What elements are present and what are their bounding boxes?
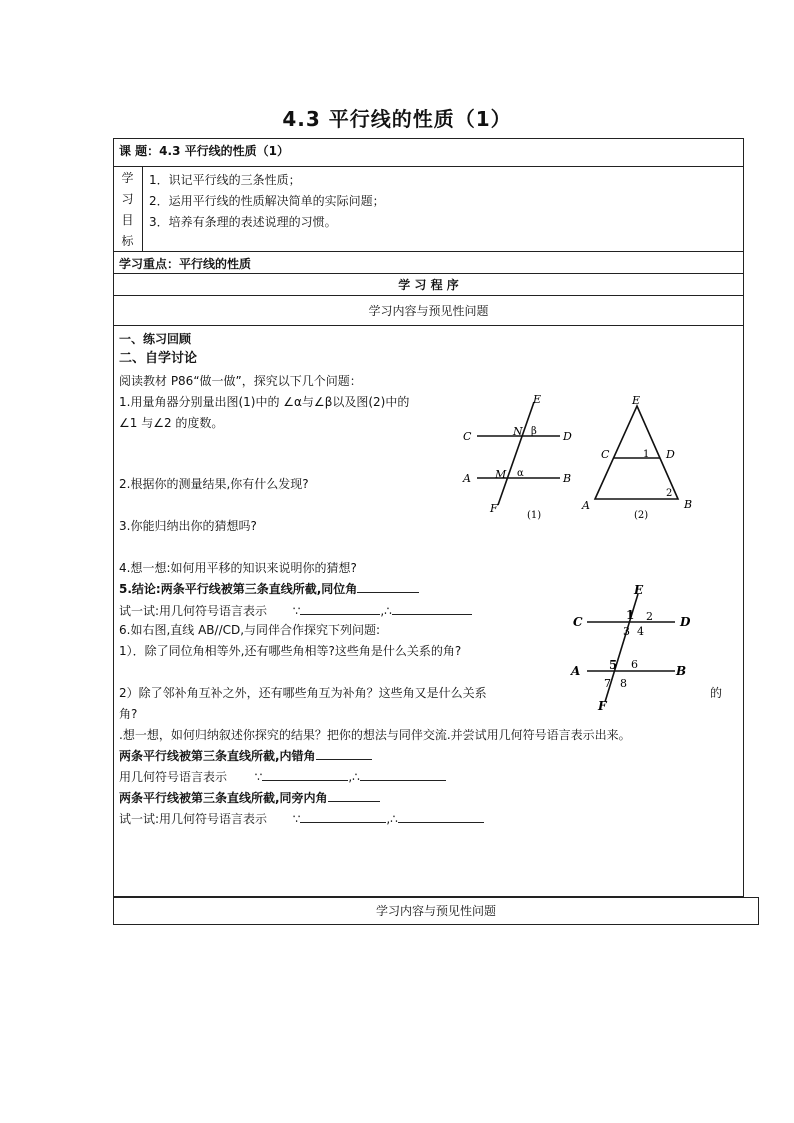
figure-2-diagram [578, 390, 698, 525]
figure-2-caption: (2) [634, 510, 649, 521]
label-angle-7: 7 [604, 677, 611, 690]
label-c: C [573, 615, 583, 629]
label-angle-1: 1 [626, 608, 635, 622]
co-interior-conclusion: 两条平行线被第三条直线所截,同旁内角 [119, 789, 380, 806]
label-b: B [676, 664, 687, 678]
question-6-2: 2）除了邻补角互补之外，还有哪些角互为补角？这些角又是什么关系 [119, 686, 487, 700]
label-e: E [632, 394, 641, 407]
label-f: F [490, 502, 498, 515]
alt-interior-symbols: 用几何符号语言表示 ∵ ,∴ [119, 768, 446, 785]
label-beta: β [531, 426, 537, 437]
figure-3-diagram [560, 580, 700, 716]
label-d: D [680, 615, 691, 629]
label-angle-3: 3 [623, 625, 630, 638]
label-b: B [563, 472, 572, 485]
label-angle-4: 4 [637, 625, 644, 638]
label-c: C [601, 448, 610, 461]
alt-interior-conclusion: 两条平行线被第三条直线所截,内错角 [119, 747, 372, 764]
objective-item: 1．识记平行线的三条性质； [149, 173, 301, 187]
procedure-header: 学 习 程 序 [398, 278, 459, 292]
label-alpha: α [517, 468, 524, 479]
question-2: 2.根据你的测量结果,你有什么发现? [119, 477, 309, 491]
question-6-2-end: 角? [119, 707, 138, 721]
topic-row: 课 题：4.3 平行线的性质（1） [119, 144, 289, 158]
figure-1-caption: (1) [527, 510, 542, 521]
objectives-label: 学 习 目 标 [121, 171, 134, 248]
section-review: 一、练习回顾 [119, 332, 192, 346]
question-4: 4.想一想:如何用平移的知识来说明你的猜想? [119, 561, 357, 575]
think-prompt: .想一想，如何归纳叙述你探究的结果？把你的想法与同伴交流.并尝试用几何符号语言表示出来。 [119, 728, 631, 742]
question-6: 6.如右图,直线 AB//CD,与同伴合作探究下列问题: [119, 623, 381, 637]
page-title: 4.3 平行线的性质（1） [282, 107, 512, 131]
section-self-study: 二、自学讨论 [119, 351, 198, 366]
label-a: A [571, 664, 581, 678]
question-6-2-tail: 的 [710, 686, 723, 700]
key-point: 学习重点：平行线的性质 [119, 257, 252, 271]
label-m: M [495, 468, 507, 481]
label-angle-8: 8 [620, 677, 627, 690]
label-f: F [598, 699, 607, 713]
try-it-1: 试一试:用几何符号语言表示 ∵ ,∴ [119, 602, 472, 619]
label-e: E [634, 583, 644, 597]
question-5: 5.结论:两条平行线被第三条直线所截,同位角 [119, 580, 419, 597]
question-1-cont: ∠1 与∠2 的度数。 [119, 416, 224, 430]
question-6-1: 1）．除了同位角相等外,还有哪些角相等?这些角是什么关系的角? [119, 644, 462, 658]
content-header: 学习内容与预见性问题 [368, 304, 489, 318]
label-d: D [666, 448, 675, 461]
label-angle-2: 2 [646, 610, 653, 623]
transversal-ef [498, 402, 534, 505]
label-angle-5: 5 [609, 658, 618, 672]
label-d: D [563, 430, 572, 443]
label-angle-1: 1 [643, 449, 650, 460]
question-1: 1.用量角器分别量出图(1)中的 ∠α与∠β以及图(2)中的 [119, 395, 410, 409]
read-instruction: 阅读教材 P86“做一做”，探究以下几个问题： [119, 374, 362, 388]
question-3: 3.你能归纳出你的猜想吗? [119, 519, 257, 533]
label-a: A [463, 472, 471, 485]
label-a: A [582, 499, 590, 512]
objective-item: 2．运用平行线的性质解决简单的实际问题； [149, 194, 385, 208]
label-b: B [684, 498, 693, 511]
label-e: E [533, 393, 542, 406]
label-c: C [463, 430, 472, 443]
label-angle-2: 2 [666, 488, 673, 499]
footer-header: 学习内容与预见性问题 [375, 904, 496, 918]
objective-item: 3．培养有条理的表述说理的习惯。 [149, 215, 337, 229]
try-it-2: 试一试:用几何符号语言表示 ∵ ,∴ [119, 810, 484, 827]
figure-1-diagram [455, 390, 585, 525]
label-angle-6: 6 [631, 658, 638, 671]
label-n: N [513, 425, 523, 438]
